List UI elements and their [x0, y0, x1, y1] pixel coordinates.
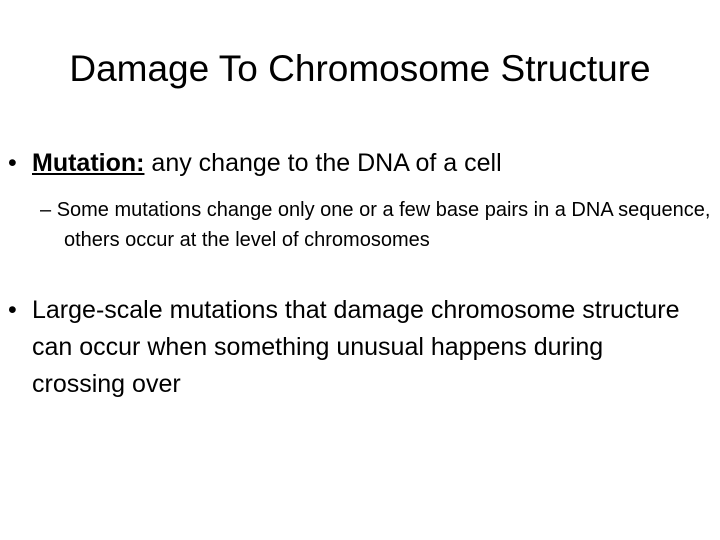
bullet-term: Mutation:	[32, 149, 145, 177]
bullet-marker: •	[8, 149, 17, 177]
sub-bullet-text: Some mutations change only one or a few base pairs in a DNA sequence, others occur at the level of chromosomes	[56, 199, 711, 251]
sub-bullet-marker: –	[40, 199, 52, 221]
sub-bullet-item	[40, 195, 715, 255]
bullet-text: any change to the DNA of a cell	[144, 149, 502, 177]
bullet-item-large-scale	[8, 292, 688, 403]
bullet-text: Large-scale mutations that damage chromosome structure can occur when something unusual happens during crossing over	[32, 296, 680, 398]
slide-title: Damage To Chromosome Structure	[69, 48, 651, 89]
bullet-marker: •	[8, 296, 17, 324]
bullet-item-mutation	[8, 144, 708, 182]
